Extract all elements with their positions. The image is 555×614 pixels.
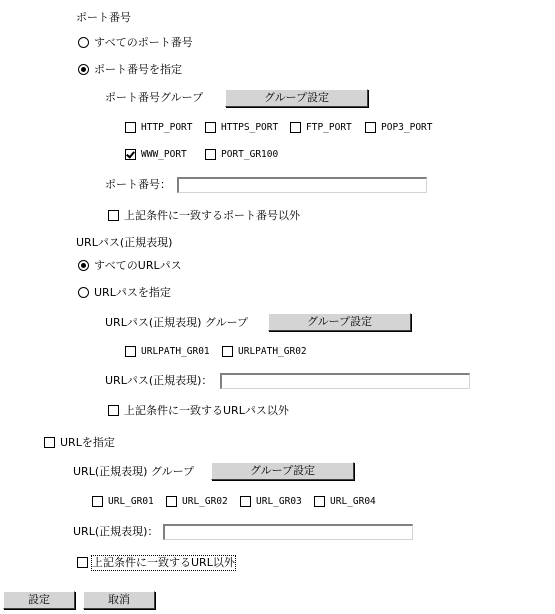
port-group-label: ポート番号グループ — [105, 91, 204, 104]
url-group-checkbox-gr03[interactable] — [240, 496, 251, 507]
url-group-checkbox-gr02[interactable] — [166, 496, 177, 507]
urlpath-specify-radio[interactable] — [78, 287, 89, 298]
port-group-settings-button[interactable]: グループ設定 — [225, 89, 368, 107]
urlpath-group-settings-button[interactable]: グループ設定 — [268, 313, 411, 331]
url-group-label-gr02: URL_GR02 — [182, 496, 228, 507]
urlpath-exclude-label: 上記条件に一致するURLパス以外 — [124, 404, 289, 417]
port-all-label: すべてのポート番号 — [94, 36, 193, 49]
port-group-checkbox-https[interactable] — [205, 122, 216, 133]
url-group-label-gr03: URL_GR03 — [256, 496, 302, 507]
url-group-label: URL(正規表現) グループ — [73, 465, 195, 478]
urlpath-specify-label: URLパスを指定 — [94, 286, 171, 299]
urlpath-exclude-checkbox[interactable] — [108, 405, 119, 416]
port-group-label-https: HTTPS_PORT — [221, 122, 279, 133]
url-group-settings-button[interactable]: グループ設定 — [211, 462, 354, 480]
urlpath-group-label-gr01: URLPATH_GR01 — [141, 346, 210, 357]
urlpath-path-input[interactable] — [220, 373, 470, 389]
port-number-label: ポート番号： — [105, 178, 171, 191]
port-specify-radio[interactable] — [78, 64, 89, 75]
port-group-checkbox-gr100[interactable] — [205, 149, 216, 160]
cancel-button[interactable]: 取消 — [83, 591, 155, 609]
url-url-label: URL(正規表現)： — [73, 525, 159, 538]
urlpath-group-label-gr02: URLPATH_GR02 — [238, 346, 307, 357]
port-exclude-checkbox[interactable] — [108, 210, 119, 221]
port-group-label-www: WWW_PORT — [141, 149, 187, 160]
port-group-checkbox-http[interactable] — [125, 122, 136, 133]
url-specify-label: URLを指定 — [60, 436, 115, 449]
url-group-checkbox-gr01[interactable] — [92, 496, 103, 507]
urlpath-all-radio[interactable] — [78, 260, 89, 271]
url-group-label-gr01: URL_GR01 — [108, 496, 154, 507]
port-group-label-http: HTTP_PORT — [141, 122, 193, 133]
url-exclude-label: 上記条件に一致するURL以外 — [92, 556, 235, 569]
urlpath-group-label: URLパス(正規表現) グループ — [105, 316, 249, 329]
save-button[interactable]: 設定 — [3, 591, 75, 609]
url-group-label-gr04: URL_GR04 — [330, 496, 376, 507]
urlpath-all-label: すべてのURLパス — [94, 259, 182, 272]
port-group-label-gr100: PORT_GR100 — [221, 149, 279, 160]
urlpath-group-checkbox-gr01[interactable] — [125, 346, 136, 357]
url-specify-checkbox[interactable] — [44, 437, 55, 448]
port-group-checkbox-ftp[interactable] — [290, 122, 301, 133]
url-group-checkbox-gr04[interactable] — [314, 496, 325, 507]
port-number-input[interactable] — [177, 177, 427, 193]
port-group-label-ftp: FTP_PORT — [306, 122, 352, 133]
url-url-input[interactable] — [163, 524, 413, 540]
url-exclude-checkbox[interactable] — [77, 557, 88, 568]
port-exclude-label: 上記条件に一致するポート番号以外 — [124, 209, 300, 222]
port-specify-label: ポート番号を指定 — [94, 63, 182, 76]
port-all-radio[interactable] — [78, 37, 89, 48]
port-group-checkbox-pop3[interactable] — [365, 122, 376, 133]
urlpath-path-label: URLパス(正規表現)： — [105, 374, 213, 387]
urlpath-group-checkbox-gr02[interactable] — [222, 346, 233, 357]
port-heading: ポート番号 — [76, 11, 131, 24]
port-group-label-pop3: POP3_PORT — [381, 122, 433, 133]
port-group-checkbox-www[interactable] — [125, 149, 136, 160]
urlpath-heading: URLパス(正規表現) — [76, 236, 173, 249]
